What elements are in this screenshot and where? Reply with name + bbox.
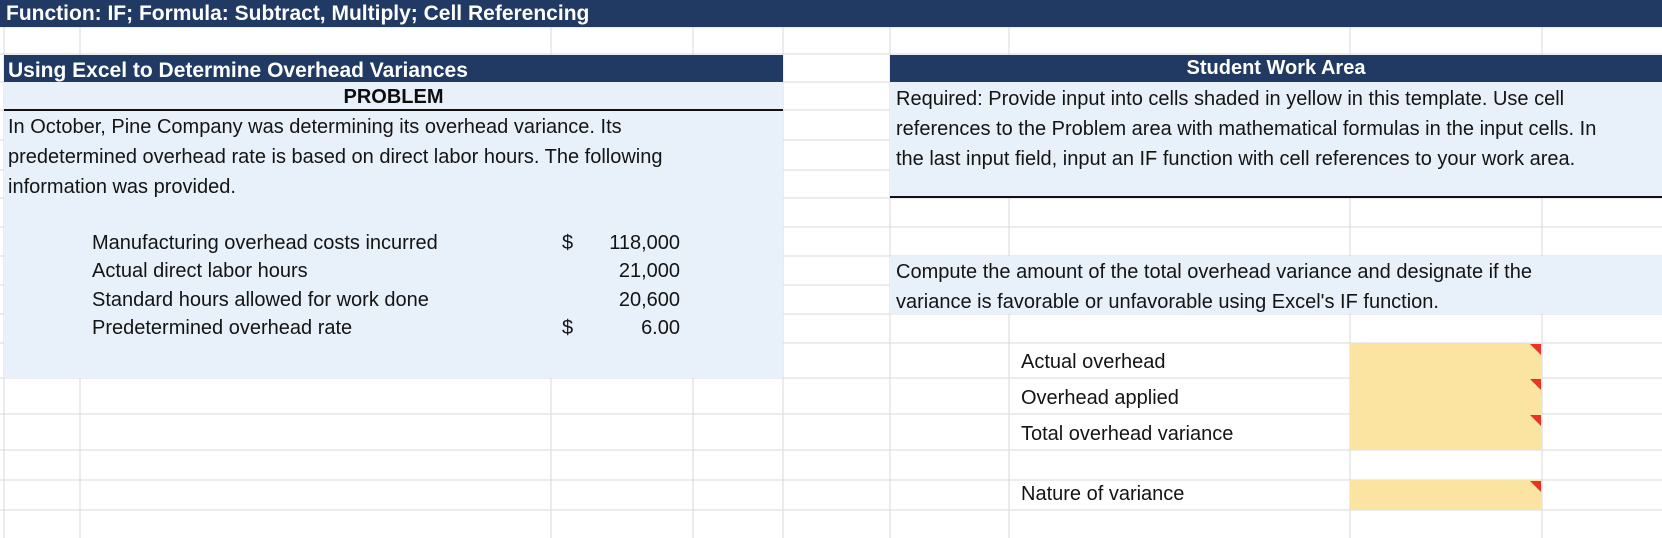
comment-marker-icon	[1530, 344, 1541, 355]
actual-overhead-input[interactable]	[1350, 343, 1542, 378]
item-label: Predetermined overhead rate	[92, 317, 353, 339]
comment-marker-icon	[1530, 481, 1541, 492]
required-line: references to the Problem area with mathematical formulas in the input cells. In	[896, 118, 1597, 140]
required-divider	[890, 196, 1662, 198]
problem-divider	[4, 109, 783, 111]
work-area-header: Student Work Area	[1186, 57, 1366, 79]
overhead-applied-input[interactable]	[1350, 378, 1542, 414]
instruction-line: Compute the amount of the total overhead variance and designate if the	[896, 261, 1532, 283]
problem-description-line: In October, Pine Company was determining its overhead variance. Its	[8, 116, 622, 138]
input-label-overhead-applied: Overhead applied	[1021, 387, 1179, 409]
item-currency: $	[562, 232, 574, 254]
comment-marker-icon	[1530, 415, 1541, 426]
item-value: 6.00	[641, 317, 680, 339]
instruction-line: variance is favorable or unfavorable using Excel's IF function.	[896, 291, 1439, 313]
item-value: 21,000	[618, 260, 680, 282]
problem-header: Using Excel to Determine Overhead Variances	[8, 59, 468, 82]
input-label-total-overhead-variance: Total overhead variance	[1021, 423, 1234, 445]
required-line: the last input field, input an IF function with cell references to your work area.	[896, 148, 1576, 170]
item-currency: $	[562, 317, 574, 339]
item-label: Actual direct labor hours	[92, 260, 308, 282]
item-label: Manufacturing overhead costs incurred	[92, 232, 438, 254]
input-label-nature-of-variance: Nature of variance	[1021, 483, 1185, 505]
problem-subheader: PROBLEM	[343, 86, 444, 108]
problem-description-line: information was provided.	[8, 176, 236, 198]
input-label-actual-overhead: Actual overhead	[1021, 351, 1166, 373]
total-overhead-variance-input[interactable]	[1350, 414, 1542, 450]
comment-marker-icon	[1530, 379, 1541, 390]
item-label: Standard hours allowed for work done	[92, 289, 429, 311]
item-value: 118,000	[609, 232, 680, 254]
required-line: Required: Provide input into cells shaded in yellow in this template. Use cell	[896, 88, 1565, 110]
problem-description-line: predetermined overhead rate is based on direct labor hours. The following	[8, 146, 663, 168]
item-value: 20,600	[618, 289, 680, 311]
nature-of-variance-input[interactable]	[1350, 480, 1542, 510]
sheet-title: Function: IF; Formula: Subtract, Multiply; Cell Referencing	[6, 2, 590, 25]
